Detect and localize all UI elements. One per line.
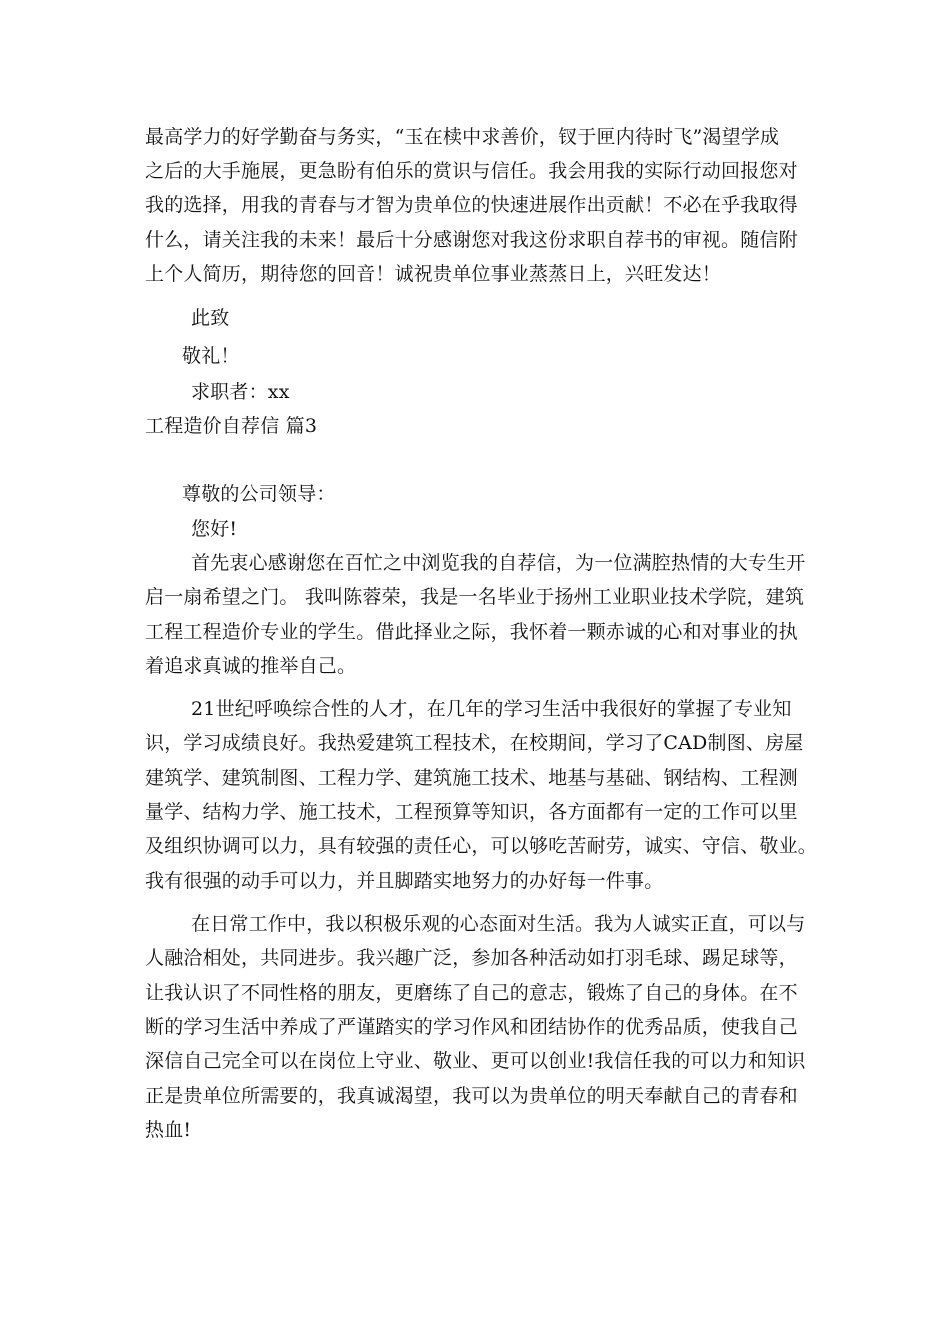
closing-regards: 此致 [191,307,230,329]
paragraph-line: 之后的大手施展，更急盼有伯乐的赏识与信任。我会用我的实际行动回报您对 [145,160,798,182]
paragraph-line: 在日常工作中，我以积极乐观的心态面对生活。我为人诚实正直，可以与 [191,913,806,935]
paragraph-line: 启一扇希望之门。 我叫陈蓉荣，我是一名毕业于扬州工业职业技术学院，建筑 [145,586,805,608]
paragraph-line: 首先衷心感谢您在百忙之中浏览我的自荐信，为一位满腔热情的大专生开 [191,552,806,574]
paragraph-line: 人融洽相处，共同进步。我兴趣广泛，参加各种活动如打羽毛球、踢足球等， [145,947,798,969]
signature: 求职者：xx [191,381,290,403]
paragraph-line: 及组织协调可以力，具有较强的责任心，可以够吃苦耐劳，诚实、守信、敬业。 [145,835,818,857]
paragraph-line: 量学、结构力学、施工技术，工程预算等知识，各方面都有一定的工作可以里 [145,801,798,823]
paragraph-line: 什么，请关注我的未来！最后十分感谢您对我这份求职自荐书的审视。随信附 [145,229,798,251]
paragraph-line: 上个人简历，期待您的回音！诚祝贵单位事业蒸蒸日上，兴旺发达！ [145,263,722,285]
section-title: 工程造价自荐信 篇3 [145,415,318,437]
paragraph-line: 热血! [145,1119,192,1141]
paragraph-line: 着追求真诚的推举自己。 [145,655,357,677]
paragraph-line: 正是贵单位所需要的，我真诚渴望，我可以为贵单位的明天奉献自己的青春和 [145,1085,798,1107]
paragraph-line: 我有很强的动手可以力，并且脚踏实地努力的办好每一件事。 [145,870,664,892]
paragraph-line: 21世纪呼唤综合性的人才，在几年的学习生活中我很好的掌握了专业知 [191,698,792,720]
paragraph-line: 我的选择，用我的青春与才智为贵单位的快速进展作出贡献！不必在乎我取得 [145,194,798,216]
paragraph-line: 工程工程造价专业的学生。借此择业之际，我怀着一颗赤诚的心和对事业的执 [145,621,798,643]
paragraph-line: 断的学习生活中养成了严谨踏实的学习作风和团结协作的优秀品质，使我自己 [145,1016,798,1038]
paragraph-line: 识，学习成绩良好。我热爱建筑工程技术，在校期间，学习了CAD制图、房屋 [145,732,804,754]
paragraph-line: 深信自己完全可以在岗位上守业、敬业、更可以创业!我信任我的可以力和知识 [145,1050,806,1072]
greeting: 您好! [191,518,238,540]
paragraph-line: 让我认识了不同性格的朋友，更磨练了自己的意志，锻炼了自己的身体。在不 [145,982,798,1004]
salutation: 尊敬的公司领导： [182,483,336,505]
closing-salute: 敬礼！ [182,345,240,367]
paragraph-line: 最高学力的好学勤奋与务实，“玉在椟中求善价，钗于匣内待时飞”渴望学成 [145,126,780,148]
paragraph-line: 建筑学、建筑制图、工程力学、建筑施工技术、地基与基础、钢结构、工程测 [145,767,798,789]
